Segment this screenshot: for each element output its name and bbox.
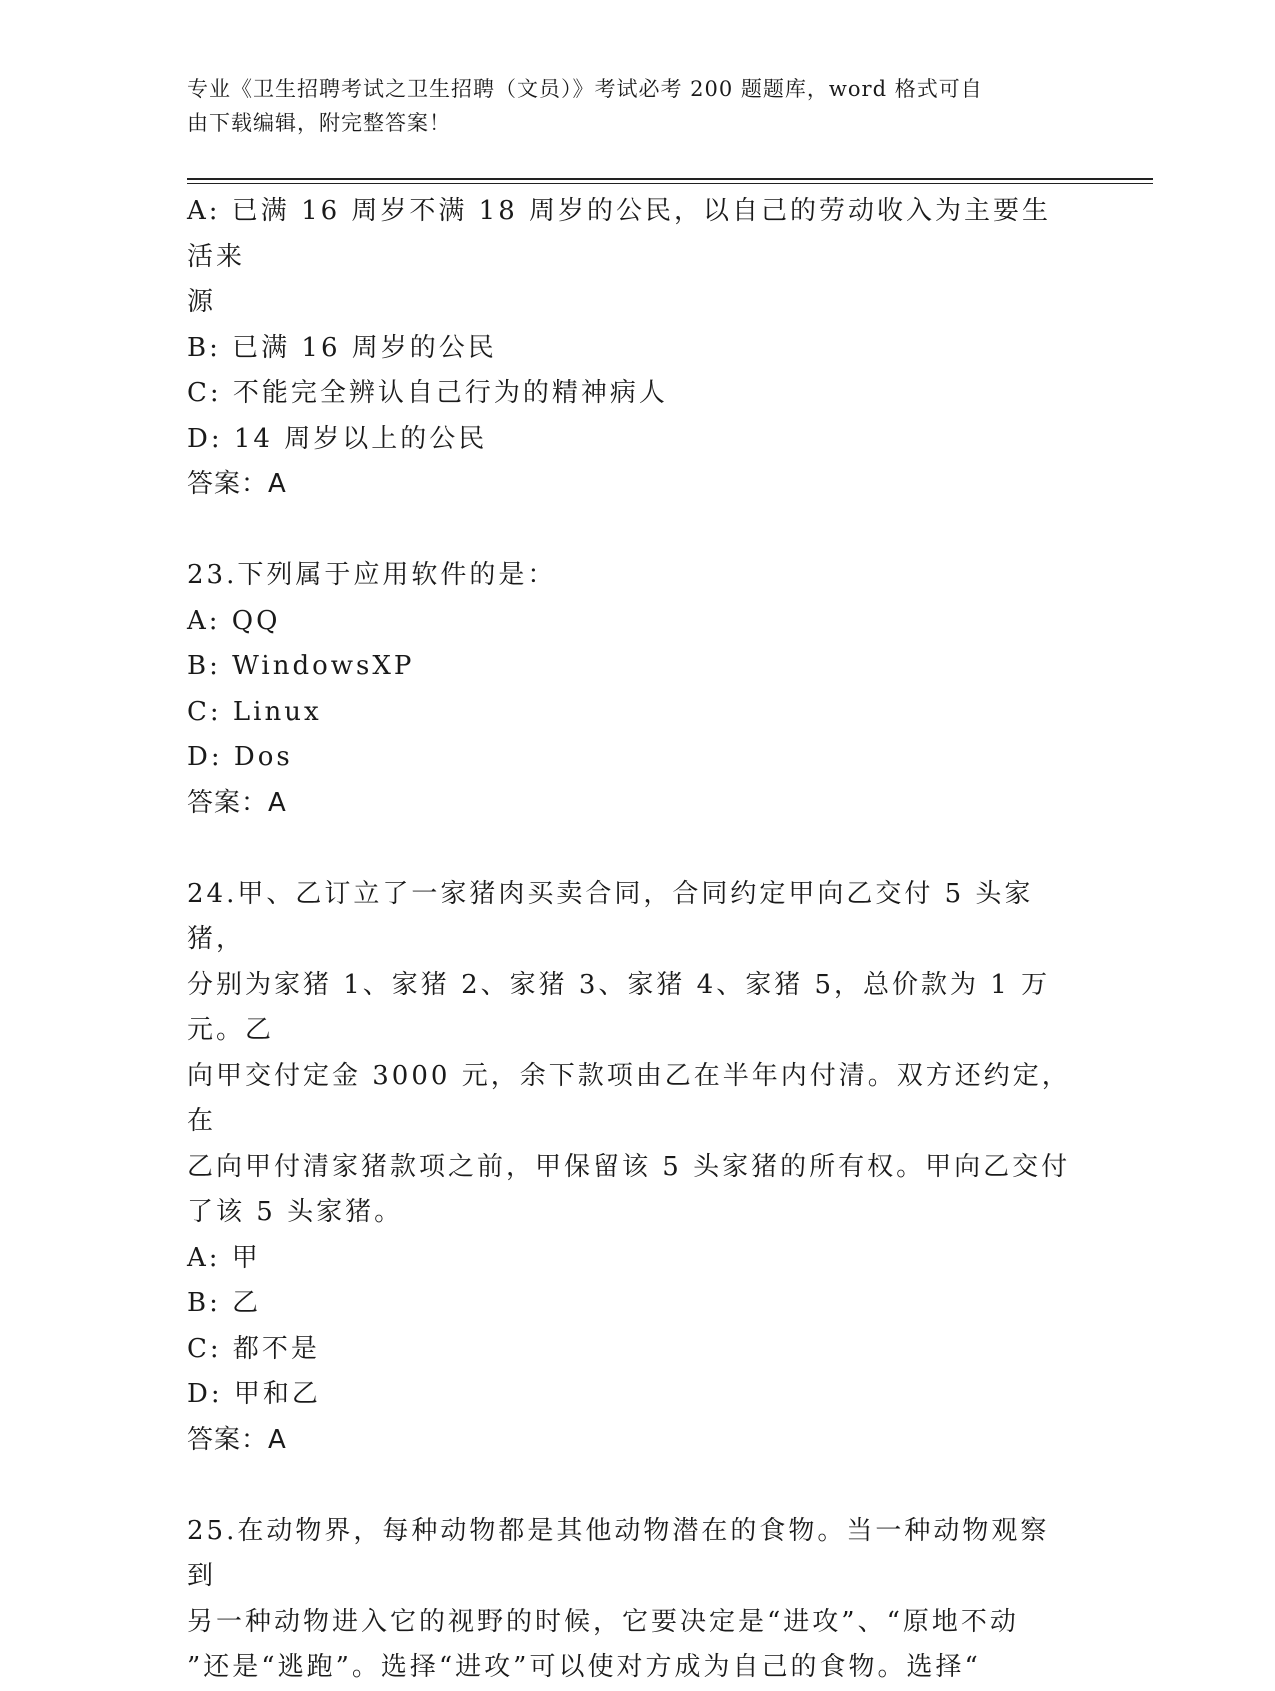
question-text: 另一种动物进入它的视野的时候，它要决定是“进攻”、“原地不动	[187, 1606, 1019, 1637]
option-d: D: Dos	[187, 742, 293, 772]
option-b: B: 已满 16 周岁的公民	[187, 332, 497, 363]
question-text: 向甲交付定金 3000 元，余下款项由乙在半年内付清。双方还约定，在	[187, 1060, 1071, 1136]
option-c: C: 都不是	[187, 1333, 320, 1364]
option-d: D: 甲和乙	[187, 1379, 321, 1409]
option-a-continued: 源	[187, 287, 217, 317]
option-b: B: 乙	[187, 1288, 262, 1318]
header-line-1: 专业《卫生招聘考试之卫生招聘（文员）》考试必考 200 题题库，word 格式可自	[187, 77, 983, 101]
question-text: 了该 5 头家猪。	[187, 1197, 404, 1227]
question-block	[187, 1509, 1077, 1691]
option-b: B: WindowsXP	[187, 651, 415, 681]
option-a: A: QQ	[187, 605, 281, 636]
answer-text: 答案：A	[187, 469, 287, 499]
option-a: A: 甲	[187, 1242, 261, 1273]
question-text: 24.甲、乙订立了一家猪肉买卖合同，合同约定甲向乙交付 5 头家猪，	[187, 878, 1034, 954]
header-divider-thin	[187, 183, 1153, 184]
answer-text: 答案：A	[187, 787, 287, 818]
question-text: ”还是“逃跑”。选择“进攻”可以使对方成为自己的食物。选择“	[187, 1652, 981, 1682]
document-body	[187, 189, 1077, 1691]
option-d: D: 14 周岁以上的公民	[187, 423, 488, 454]
question-text: 25.在动物界，每种动物都是其他动物潜在的食物。当一种动物观察到	[187, 1515, 1050, 1591]
header-line-2: 由下载编辑，附完整答案！	[187, 111, 451, 135]
answer-text: 答案：A	[187, 1424, 287, 1455]
option-c: C: 不能完全辨认自己行为的精神病人	[187, 378, 668, 408]
question-block	[187, 189, 1077, 508]
question-text: 乙向甲付清家猪款项之前，甲保留该 5 头家猪的所有权。甲向乙交付	[187, 1151, 1071, 1182]
option-a: A: 已满 16 周岁不满 18 周岁的公民，以自己的劳动收入为主要生活来	[187, 196, 1052, 272]
document-header	[187, 72, 1067, 140]
question-text: 分别为家猪 1、家猪 2、家猪 3、家猪 4、家猪 5，总价款为 1 万元。乙	[187, 969, 1051, 1045]
question-text: 23.下列属于应用软件的是：	[187, 560, 557, 590]
option-c: C: Linux	[187, 696, 322, 727]
header-divider-thick	[187, 178, 1153, 180]
question-block	[187, 872, 1077, 1464]
question-block	[187, 553, 1077, 826]
